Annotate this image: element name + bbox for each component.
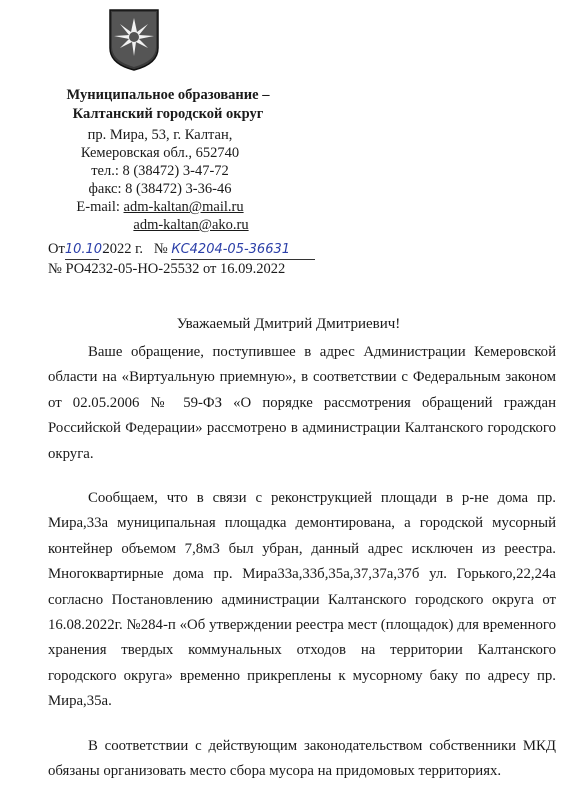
salutation: Уважаемый Дмитрий Дмитриевич! bbox=[176, 316, 401, 332]
org-email-row bbox=[40, 198, 280, 216]
org-name-line1: Муниципальное образование – bbox=[66, 87, 270, 103]
number-prefix: № bbox=[153, 241, 168, 257]
outgoing-reference bbox=[48, 240, 315, 260]
handwritten-date: 10.10. bbox=[64, 242, 107, 257]
date-prefix: От bbox=[48, 241, 65, 257]
incoming-reference: № РО4232-05-НО-25532 от 16.09.2022 bbox=[48, 261, 286, 277]
org-email-row-2 bbox=[40, 216, 280, 234]
reference-block bbox=[48, 240, 315, 279]
handwritten-number: КС4204-05-36631 bbox=[171, 242, 291, 257]
date-year: 2022 г. bbox=[102, 241, 143, 257]
org-name-line2: Калтанский городской округ bbox=[72, 106, 264, 122]
paragraph-1: Ваше обращение, поступившее в адрес Администрации Кемеровской области на «Виртуальную приемную», в соответствии с Федеральным законом от 02.05.2006 № 59-ФЗ «О порядке рассмотрения обращений граждан Российской Федерации» рассмотрено в администрации Калтанского городского округа. bbox=[48, 344, 556, 462]
paragraph-3: В соответствии с действующим законодательством собственники МКД обязаны организовать место сбора мусора на придомовых территориях. bbox=[48, 737, 556, 780]
coat-of-arms-icon bbox=[108, 8, 160, 72]
org-region: Кемеровская обл., 652740 bbox=[80, 145, 240, 161]
email-link-1[interactable]: adm-kaltan@mail.ru bbox=[123, 199, 244, 215]
letter-body bbox=[48, 340, 556, 785]
organization-contacts bbox=[40, 126, 280, 234]
paragraph-2: Сообщаем, что в связи с реконструкцией площади в р-не дома пр. Мира,33а муниципальная площадка демонтирована, а городской мусорный контейнер объемом 7,8м3 был убран, данный адрес исключен из реестра. Многоквартирные дома пр. Мира33а,33б,35а,37,37а,37б ул. Горького,22,24а согласно Постановлению администрации Калтанского городского округа от 16.08.2022г. №284-п «Об утверждении реестра мест (площадок) для временного хранения твердых коммунальных отходов на территории Калтанского городского округа» временно прикреплены к мусорному баку по адресу пр. Мира,35а. bbox=[48, 490, 556, 710]
email-label: E-mail: bbox=[76, 199, 120, 215]
org-fax: факс: 8 (38472) 3-36-46 bbox=[88, 181, 232, 197]
organization-title bbox=[48, 86, 288, 124]
email-link-2[interactable]: adm-kaltan@ako.ru bbox=[133, 217, 249, 233]
org-address: пр. Мира, 53, г. Калтан, bbox=[87, 127, 233, 143]
org-phone: тел.: 8 (38472) 3-47-72 bbox=[91, 163, 229, 179]
